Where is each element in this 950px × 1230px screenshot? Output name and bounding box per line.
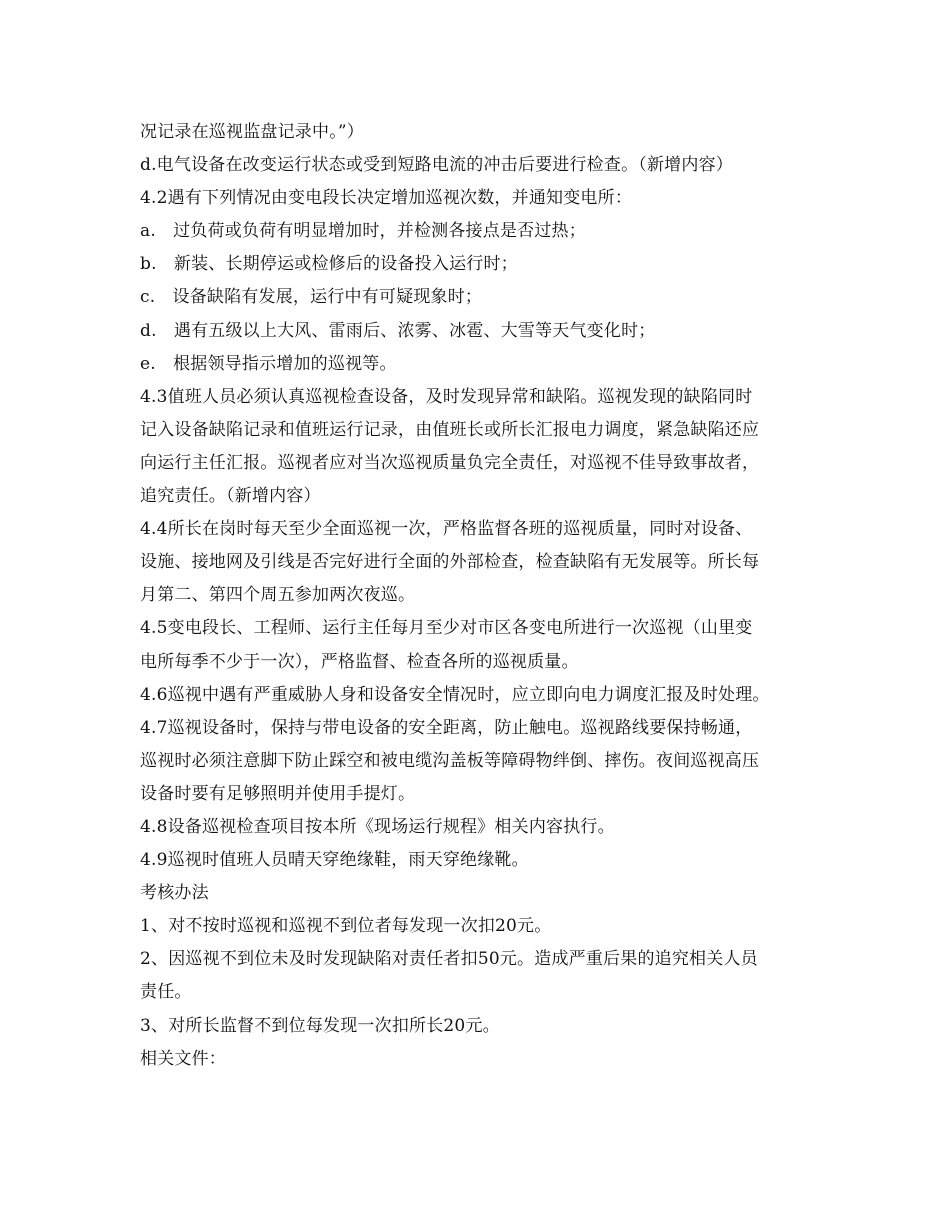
text-line: c. 设备缺陷有发展，运行中有可疑现象时； (140, 287, 483, 308)
text-line: 巡视时必须注意脚下防止踩空和被电缆沟盖板等障碍物绊倒、摔伤。夜间巡视高压 (140, 750, 760, 771)
text-line: d. 遇有五级以上大风、雷雨后、浓雾、冰雹、大雪等天气变化时； (140, 320, 656, 341)
text-line: 记入设备缺陷记录和值班运行记录，由值班长或所长汇报电力调度，紧急缺陷还应 (140, 419, 760, 440)
text-line: b. 新装、长期停运或检修后的设备投入运行时； (140, 254, 518, 275)
text-line: 1、对不按时巡视和巡视不到位者每发现一次扣20元。 (140, 916, 552, 937)
text-line: 4.6巡视中遇有严重威胁人身和设备安全情况时，应立即向电力调度汇报及时处理。 (140, 684, 770, 705)
text-line: 4.3值班人员必须认真巡视检查设备，及时发现异常和缺陷。巡视发现的缺陷同时 (140, 386, 753, 407)
document-body (140, 116, 830, 1076)
text-line: 4.7巡视设备时，保持与带电设备的安全距离，防止触电。巡视路线要保持畅通， (140, 717, 753, 738)
text-line: 设备时要有足够照明并使用手提灯。 (140, 783, 416, 804)
text-line: 责任。 (140, 982, 192, 1003)
text-line: 4.2遇有下列情况由变电段长决定增加巡视次数，并通知变电所： (140, 188, 633, 209)
text-line: 4.8设备巡视检查项目按本所《现场运行规程》相关内容执行。 (140, 816, 615, 837)
text-line: 相关文件： (140, 1048, 226, 1069)
text-line: 3、对所长监督不到位每发现一次扣所长20元。 (140, 1015, 500, 1036)
text-line: 4.5变电段长、工程师、运行主任每月至少对市区各变电所进行一次巡视（山里变 (140, 618, 753, 639)
text-line: 追究责任。（新增内容） (140, 486, 321, 507)
text-line: 月第二、第四个周五参加两次夜巡。 (140, 585, 416, 606)
text-line: 向运行主任汇报。巡视者应对当次巡视质量负完全责任，对巡视不佳导致事故者， (140, 452, 760, 473)
text-line: 设施、接地网及引线是否完好进行全面的外部检查，检查缺陷有无发展等。所长每 (140, 552, 760, 573)
text-line: e. 根据领导指示增加的巡视等。 (140, 353, 397, 374)
text-line: 2、因巡视不到位未及时发现缺陷对责任者扣50元。造成严重后果的追究相关人员 (140, 949, 758, 970)
text-line: 4.4所长在岗时每天至少全面巡视一次，严格监督各班的巡视质量，同时对设备、 (140, 519, 753, 540)
text-line: d.电气设备在改变运行状态或受到短路电流的冲击后要进行检查。（新增内容） (140, 155, 733, 176)
text-line: a. 过负荷或负荷有明显增加时，并检测各接点是否过热； (140, 221, 586, 242)
text-line: 况记录在巡视监盘记录中。”） (140, 122, 364, 142)
section-heading: 考核办法 (140, 883, 209, 904)
text-line: 电所每季不少于一次），严格监督、检查各所的巡视质量。 (140, 651, 579, 672)
text-line: 4.9巡视时值班人员晴天穿绝缘鞋，雨天穿绝缘靴。 (140, 850, 529, 871)
